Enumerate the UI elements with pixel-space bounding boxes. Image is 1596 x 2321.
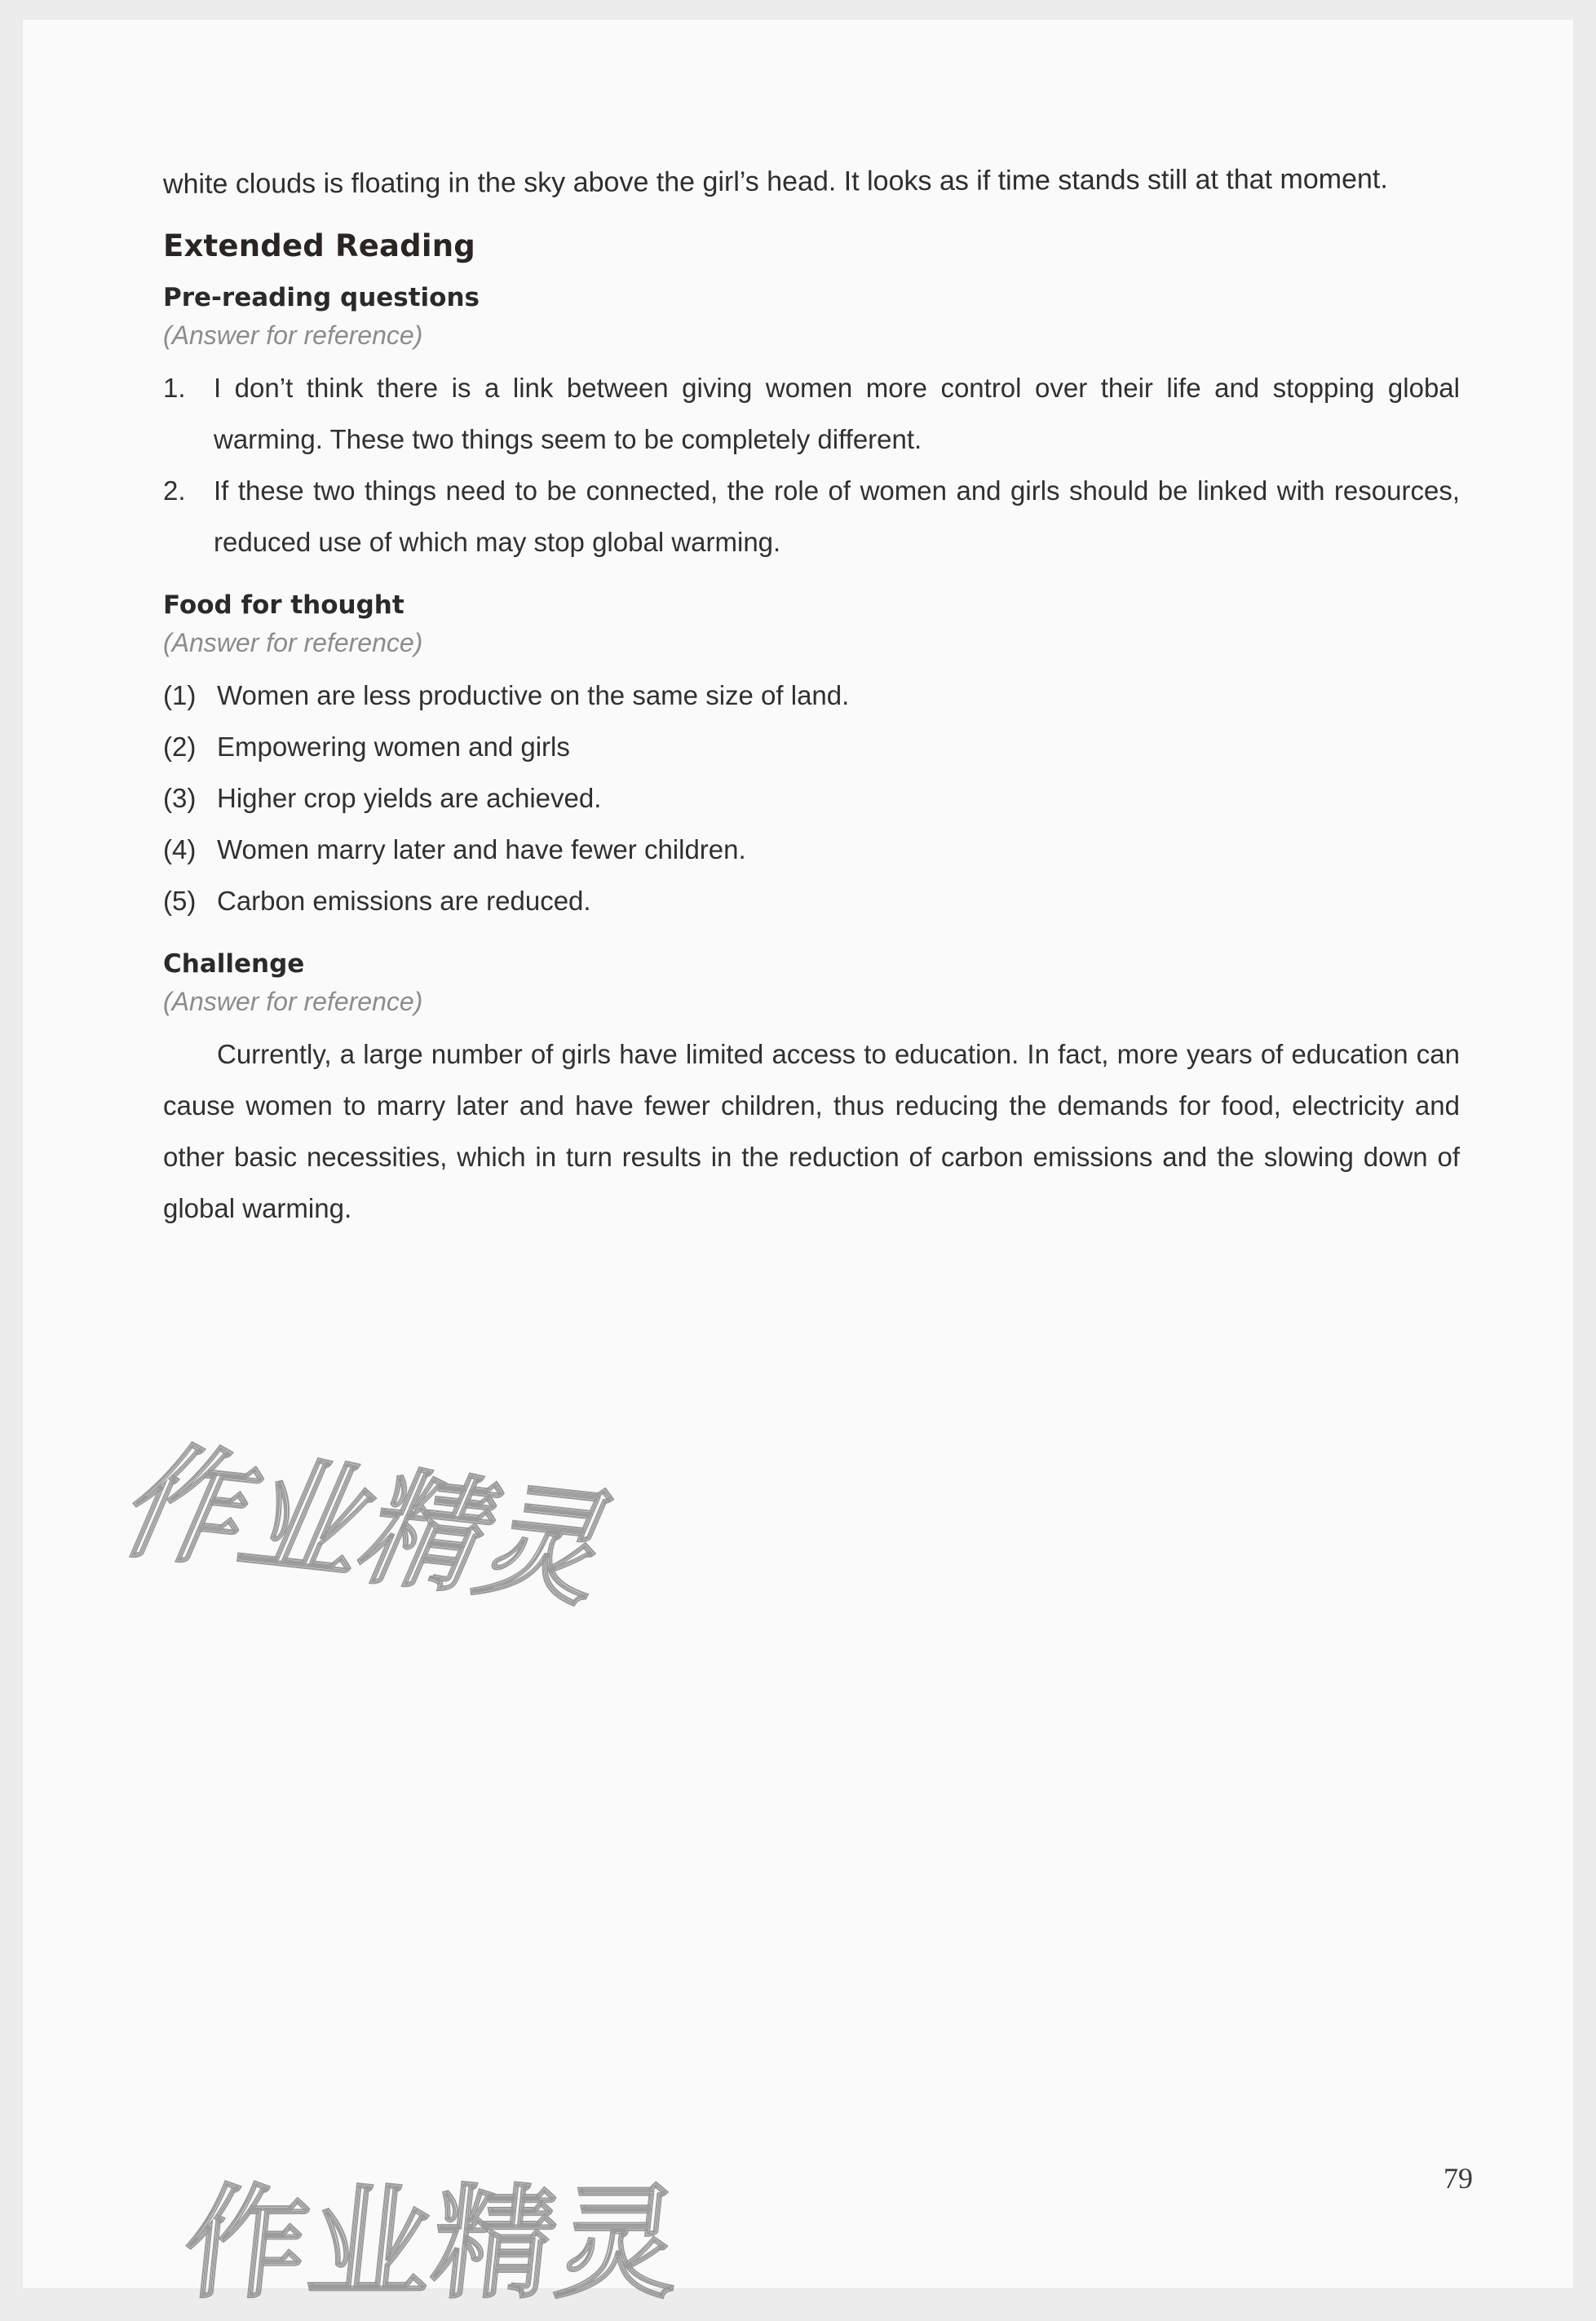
list-item xyxy=(163,772,1460,824)
intro-line: white clouds is floating in the sky above the girl’s head. It looks as if time stands still at that moment. xyxy=(162,163,1388,200)
list-item xyxy=(163,465,1460,568)
page xyxy=(23,20,1573,2288)
food-for-thought-note: (Answer for reference) xyxy=(163,628,423,657)
list-item xyxy=(163,721,1460,772)
list-item-text: Carbon emissions are reduced. xyxy=(217,886,591,916)
challenge-title: Challenge xyxy=(163,949,305,979)
list-item-text: Women marry later and have fewer children. xyxy=(217,834,746,864)
list-item-number: (2) xyxy=(163,732,197,762)
list-item-text: Empowering women and girls xyxy=(217,732,570,762)
prereading-title: Pre-reading questions xyxy=(163,283,480,312)
watermark-logo: 作业精灵 xyxy=(102,1430,640,1625)
prereading-note: (Answer for reference) xyxy=(163,321,423,350)
section-title: Extended Reading xyxy=(163,228,475,263)
page-content xyxy=(163,165,1460,1234)
list-item-text: I don’t think there is a link between giving women more control over their life and stopping global warming. These two things seem to be completely different. xyxy=(214,373,1460,454)
food-for-thought-list xyxy=(163,670,1460,926)
list-item xyxy=(163,670,1460,721)
list-item-number: (5) xyxy=(163,886,197,916)
list-item-number: 1. xyxy=(163,373,186,403)
list-item xyxy=(163,362,1460,465)
list-item-number: 2. xyxy=(163,475,186,506)
challenge-paragraph: Currently, a large number of girls have limited access to education. In fact, more years of education can cause women to marry later and have fewer children, thus reducing the demands for food, electricity and other basic necessities, which in turn results in the reduction of carbon emissions and the slowing down of global warming. xyxy=(163,1039,1460,1223)
prereading-list xyxy=(163,362,1460,568)
page-number: 79 xyxy=(1443,2162,1473,2195)
list-item xyxy=(163,824,1460,875)
list-item-number: (4) xyxy=(163,834,197,864)
watermark-logo-bottom: 作业精灵 xyxy=(178,2173,689,2315)
list-item-number: (1) xyxy=(163,680,197,710)
list-item-text: Women are less productive on the same size of land. xyxy=(217,680,850,710)
food-for-thought-title: Food for thought xyxy=(163,590,405,620)
list-item xyxy=(163,875,1460,926)
list-item-text: Higher crop yields are achieved. xyxy=(217,783,602,813)
list-item-text: If these two things need to be connected, the role of women and girls should be linked with resources, reduced use of which may stop global warming. xyxy=(214,475,1460,557)
challenge-note: (Answer for reference) xyxy=(163,987,423,1016)
list-item-number: (3) xyxy=(163,783,197,813)
